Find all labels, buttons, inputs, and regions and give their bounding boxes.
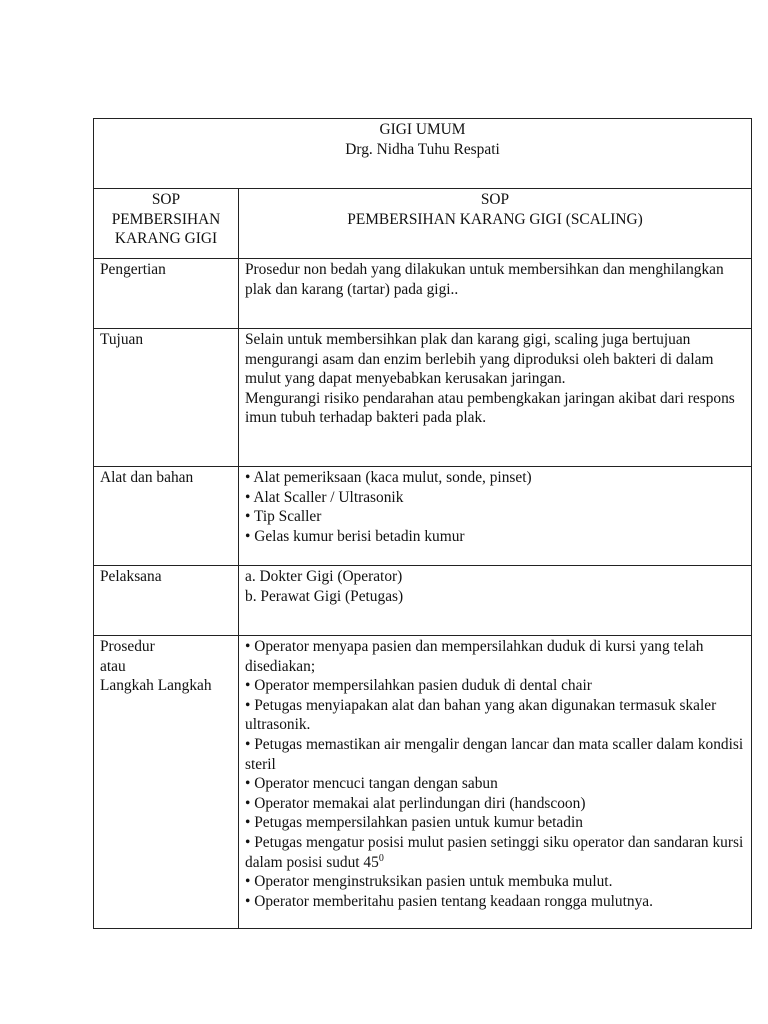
- tujuan-label: Tujuan: [100, 331, 144, 348]
- sop-right-title-cell: [239, 189, 752, 259]
- alat-label: Alat dan bahan: [100, 469, 194, 486]
- pelaksana-label-cell: [94, 566, 239, 636]
- list-item: • Petugas memastikan air mengalir dengan lancar dan mata scaller dalam kondisi steril: [245, 735, 744, 773]
- sop-left-line-3: KARANG GIGI: [114, 230, 218, 248]
- sop-document: [93, 118, 752, 929]
- list-item: • Operator menginstruksikan pasien untuk membuka mulut.: [245, 873, 613, 891]
- sop-right-line-2: PEMBERSIHAN KARANG GIGI (SCALING): [347, 210, 643, 228]
- pengertian-label: Pengertian: [100, 261, 166, 278]
- tujuan-text-cell: [239, 329, 752, 467]
- pengertian-label-cell: [94, 259, 239, 329]
- pelaksana-list-cell: [239, 566, 752, 636]
- list-item-text: • Petugas mengatur posisi mulut pasien setinggi siku operator dan sandaran kursi dalam posisi sudut 45: [245, 833, 744, 871]
- department-title: GIGI UMUM: [379, 121, 466, 138]
- pelaksana-label: Pelaksana: [100, 568, 162, 585]
- header-cell: [94, 119, 752, 189]
- sop-table: [93, 118, 752, 929]
- tujuan-paragraph-1: Selain untuk membersihkan plak dan karang gigi, scaling juga bertujuan mengurangi asam dan enzim berlebih yang diproduksi oleh bakteri di dalam mulut yang dapat menyebabkan kerusakan jaringan.: [245, 331, 714, 388]
- list-item: • Petugas menyiapakan alat dan bahan yang akan digunakan termasuk skaler ultrasonik.: [245, 696, 717, 734]
- pelaksana-row: [94, 566, 752, 636]
- list-item: • Alat pemeriksaan (kaca mulut, sonde, pinset): [245, 469, 532, 486]
- sop-right-line-1: SOP: [480, 191, 510, 208]
- list-item: • Gelas kumur berisi betadin kumur: [245, 527, 465, 545]
- list-item: [245, 833, 745, 872]
- pengertian-text-cell: [239, 259, 752, 329]
- prosedur-list-cell: [239, 636, 752, 929]
- list-item: b. Perawat Gigi (Petugas): [245, 587, 404, 605]
- prosedur-label-line-3: Langkah Langkah: [100, 677, 212, 695]
- tujuan-paragraph-2: Mengurangi risiko pendarahan atau pembengkakan jaringan akibat dari respons imun tubuh terhadap bakteri pada plak.: [245, 389, 735, 427]
- list-item: • Tip Scaller: [245, 508, 322, 526]
- list-item: a. Dokter Gigi (Operator): [245, 568, 403, 585]
- pengertian-text: Prosedur non bedah yang dilakukan untuk membersihkan dan menghilangkan plak dan karang (tartar) pada gigi..: [245, 261, 724, 298]
- alat-list-cell: [239, 467, 752, 566]
- list-item: • Operator mencuci tangan dengan sabun: [245, 775, 498, 793]
- title-row: [94, 189, 752, 259]
- list-item: • Operator menyapa pasien dan mempersilahkan duduk di kursi yang telah disediakan;: [245, 638, 704, 675]
- sop-left-line-1: SOP: [151, 191, 181, 208]
- alat-label-cell: [94, 467, 239, 566]
- list-item: • Operator memakai alat perlindungan diri (handscoon): [245, 794, 586, 812]
- prosedur-label-line-2: atau: [100, 657, 126, 675]
- doctor-name: Drg. Nidha Tuhu Respati: [345, 140, 500, 158]
- prosedur-row: [94, 636, 752, 929]
- degree-mark: 0: [378, 852, 384, 864]
- pengertian-row: [94, 259, 752, 329]
- tujuan-row: [94, 329, 752, 467]
- list-item: • Petugas mempersilahkan pasien untuk kumur betadin: [245, 814, 583, 832]
- list-item: • Operator mempersilahkan pasien duduk di dental chair: [245, 677, 592, 695]
- sop-left-line-2: PEMBERSIHAN: [111, 210, 221, 228]
- tujuan-label-cell: [94, 329, 239, 467]
- list-item: • Operator memberitahu pasien tentang keadaan rongga mulutnya.: [245, 892, 653, 910]
- prosedur-label-line-1: Prosedur: [100, 638, 155, 655]
- list-item: • Alat Scaller / Ultrasonik: [245, 488, 404, 506]
- sop-left-title-cell: [94, 189, 239, 259]
- prosedur-label-cell: [94, 636, 239, 929]
- header-row: [94, 119, 752, 189]
- alat-row: [94, 467, 752, 566]
